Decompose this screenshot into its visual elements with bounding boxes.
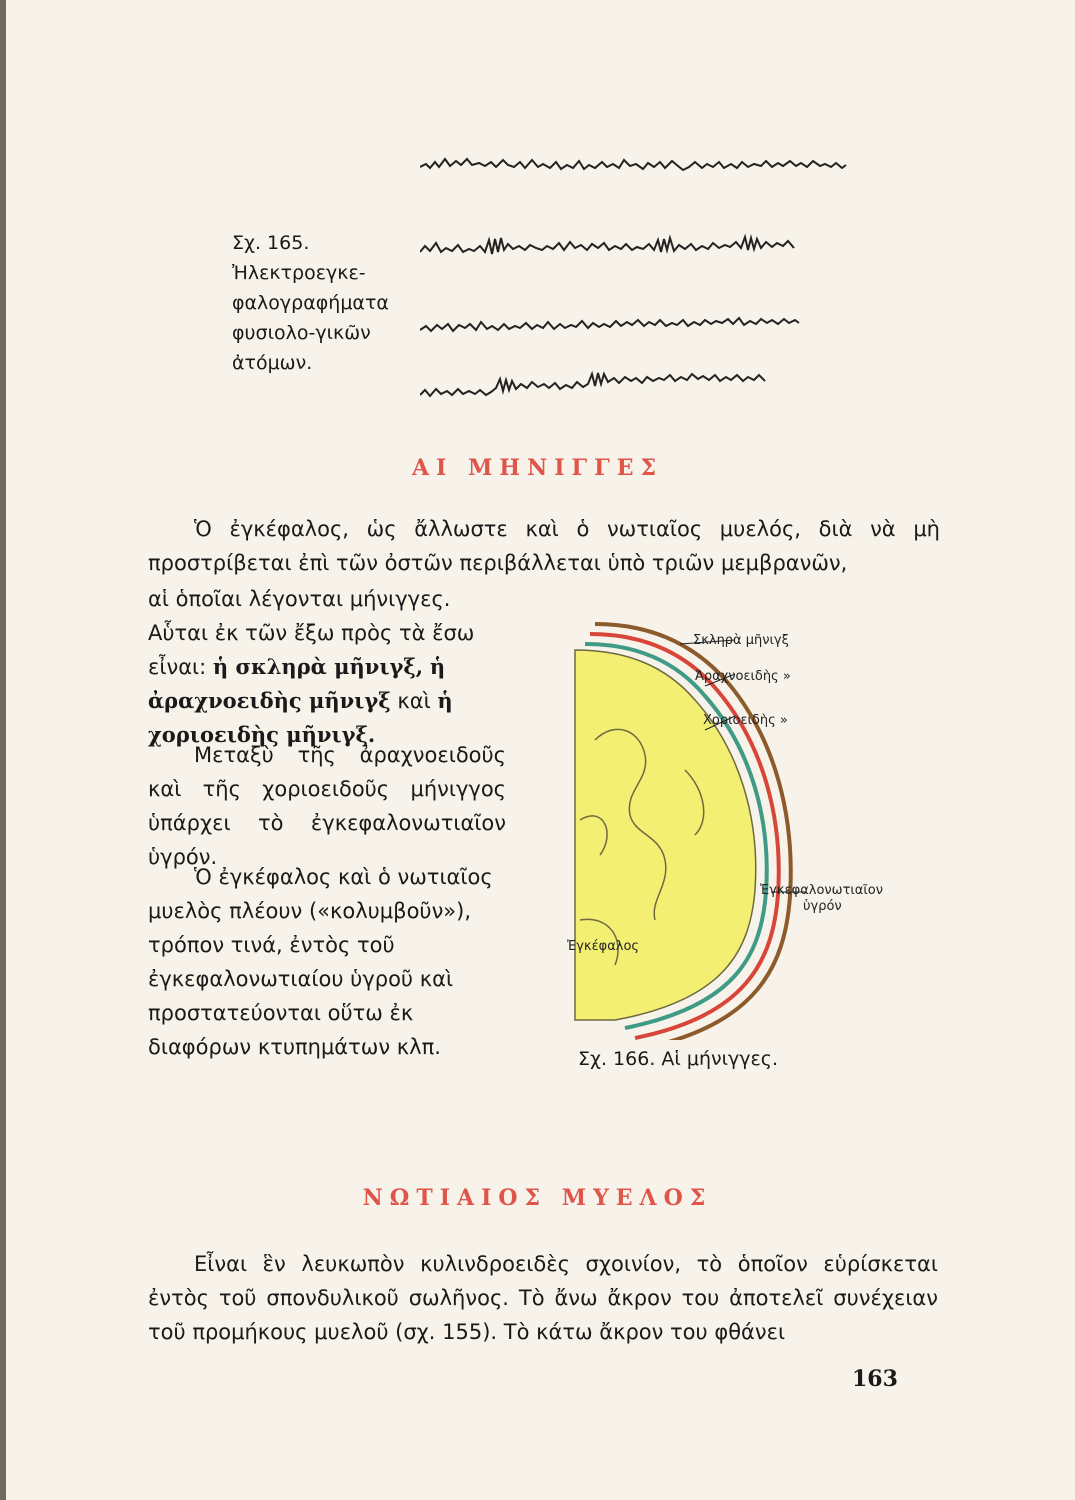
eeg-traces-figure	[420, 140, 940, 410]
paragraph-spinal-cord: Εἶναι ἓν λευκωπὸν κυλινδροειδὲς σχοινίον, τὸ ὁποῖον εὑρίσκεται ἐντὸς τοῦ σπονδυλικοῦ σωλῆνος. Τὸ ἄνω ἄκρον του ἀποτελεῖ συνέχειαν τοῦ προμήκους μυελοῦ (σχ. 155). Τὸ κάτω ἄκρον του φθάνει	[148, 1252, 938, 1344]
page-number: 163	[852, 1366, 898, 1392]
eeg-trace-3	[420, 318, 799, 331]
meninges-list-lead: αἱ ὁποῖαι λέγονται μήνιγγες. Αὗται ἐκ τῶν ἔξω πρὸς τὰ ἔσω εἶναι:	[148, 587, 475, 679]
section-title-spinal-cord: ΝΩΤΙΑΙΟΣ ΜΥΕΛΟΣ	[362, 1185, 713, 1211]
section-title-meninges: ΑΙ ΜΗΝΙΓΓΕΣ	[411, 455, 664, 481]
term-arachnoid: ἡ ἀραχνοειδὴς μῆνιγξ	[148, 654, 446, 713]
eeg-trace-2	[420, 237, 794, 254]
paragraph-meninges-intro: Ὁ ἐγκέφαλος, ὡς ἄλλωστε καὶ ὁ νωτιαῖος μυελός, διὰ νὰ μὴ προστρίβεται ἐπὶ τῶν ὀστῶν περιβάλλεται ὑπὸ τριῶν μεμβρανῶν,	[148, 517, 940, 575]
paragraph-meninges-list	[148, 582, 506, 752]
paragraph-brain-floats: Ὁ ἐγκέφαλος καὶ ὁ νωτιαῖος μυελὸς πλέουν («κολυμβοῦν»), τρόπον τινά, ἐντὸς τοῦ ἐγκεφαλονωτιαίου ὑγροῦ καὶ προστατεύονται οὕτω ἐκ διαφόρων κτυπημάτων κλπ.	[148, 865, 493, 1059]
figure-165-caption: Σχ. 165. Ἠλεκτροεγκε-φαλογραφήματα φυσιολο-γικῶν ἀτόμων.	[232, 232, 389, 374]
label-pia: Χοριοειδὴς »	[703, 713, 788, 728]
term-pia-mater: ἡ χοριοειδὴς μῆνιγξ.	[148, 688, 453, 747]
label-brain: Ἐγκέφαλος	[567, 939, 640, 954]
label-csf-line2: ὑγρόν	[803, 899, 842, 914]
eeg-trace-4	[420, 373, 765, 396]
joiner-kai: καὶ	[397, 689, 431, 713]
paragraph-csf: Μεταξὺ τῆς ἀραχνοειδοῦς καὶ τῆς χοριοειδοῦς μήνιγγος ὑπάρχει τὸ ἐγκεφαλονωτιαῖον ὑγρόν.	[148, 743, 506, 869]
label-dura: Σκληρὰ μῆνιγξ	[693, 633, 789, 648]
meninges-diagram	[555, 620, 955, 1040]
term-dura-mater: ἡ σκληρὰ μῆνιγξ,	[212, 654, 424, 679]
page-edge-shadow	[0, 0, 6, 1500]
label-arachnoid: Ἀραχνοειδὴς »	[695, 669, 791, 684]
eeg-trace-1	[420, 159, 846, 170]
label-csf-line1: Ἐγκεφαλονωτιαῖον	[760, 883, 883, 898]
figure-166-caption: Σχ. 166. Αἱ μήνιγγες.	[578, 1048, 778, 1070]
